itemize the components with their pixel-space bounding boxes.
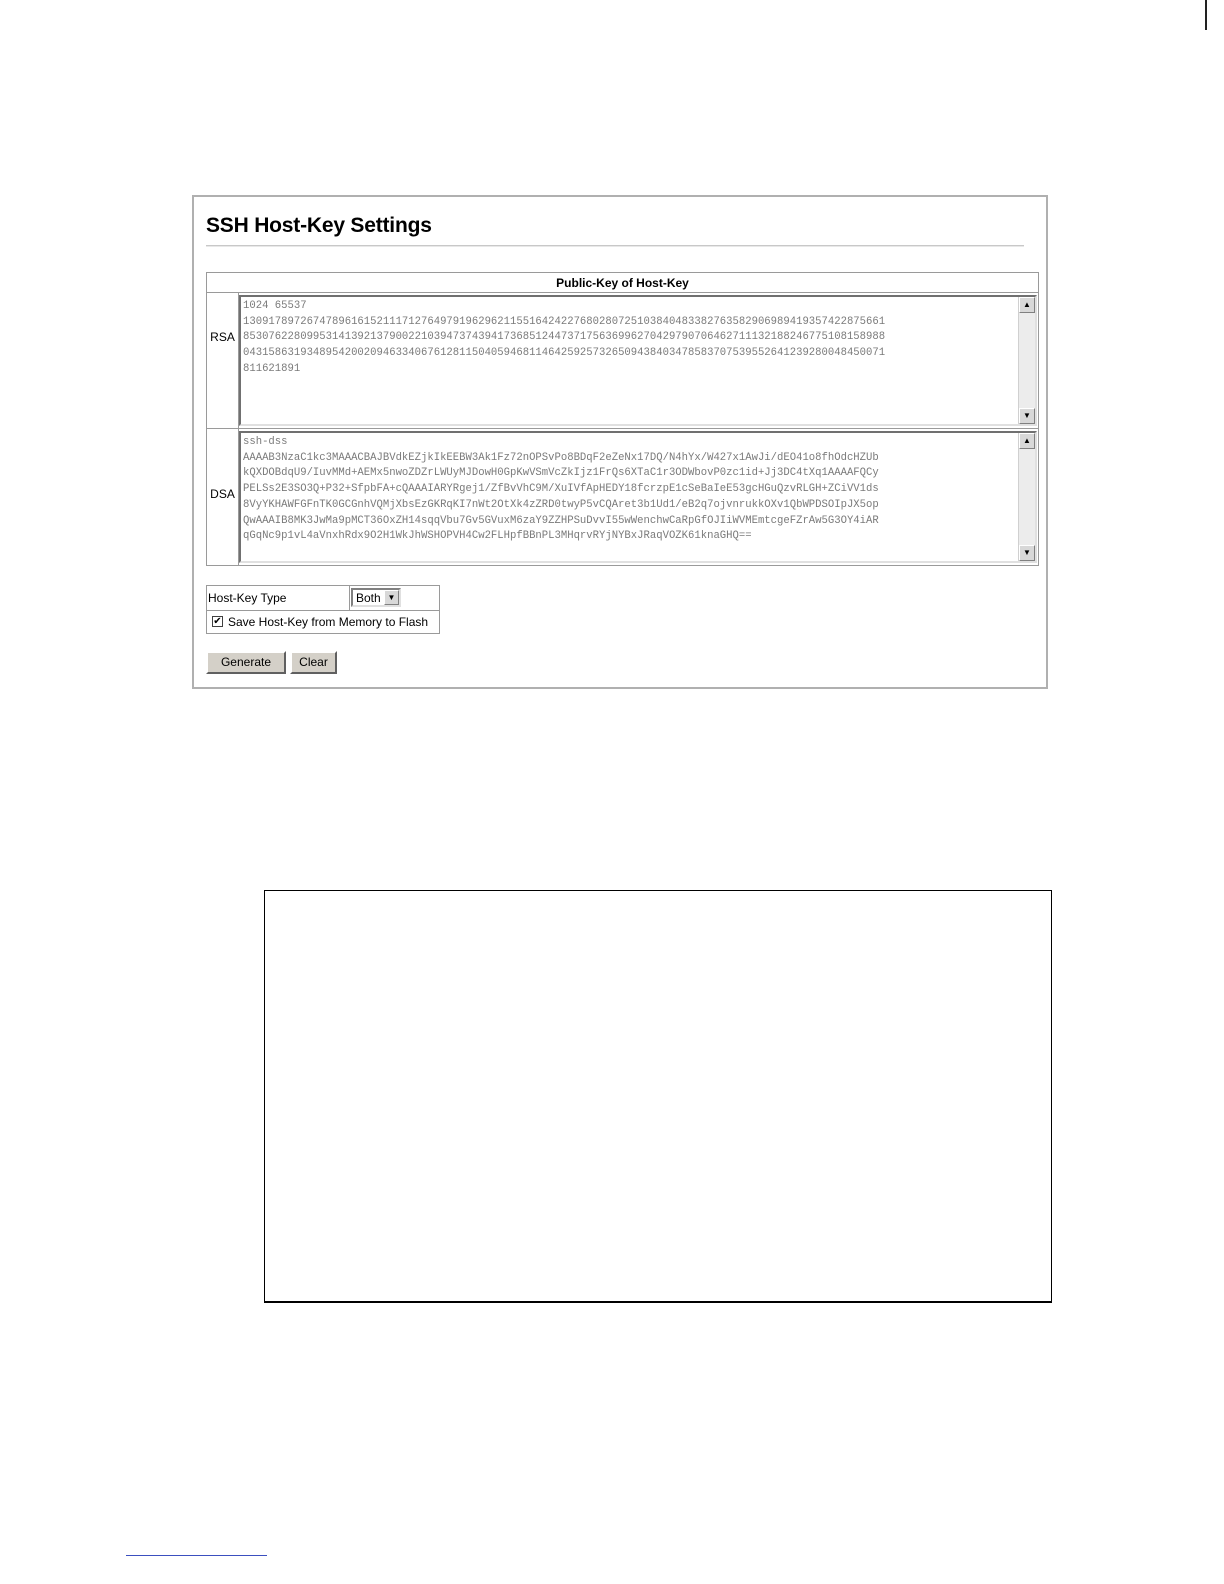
rsa-label: RSA bbox=[210, 330, 235, 344]
save-to-flash-checkbox[interactable]: ✔ bbox=[213, 616, 222, 627]
title-divider bbox=[206, 245, 1024, 247]
scroll-up-icon[interactable]: ▲ bbox=[1019, 433, 1035, 449]
public-key-header: Public-Key of Host-Key bbox=[207, 273, 1038, 293]
ssh-host-key-settings-panel bbox=[192, 195, 1048, 689]
row-divider bbox=[207, 428, 1038, 429]
host-key-type-select[interactable] bbox=[351, 588, 401, 607]
rsa-key-text: 1024 65537 13091789726747896161521117127649791962962115516424227680280725103840483382763582906989419357422875661 85307622809953141392137900221039473743941736851244737175636996270429790706462711132188246775108158988 04315863193489542002094633406761281150405946811464259257326509438403478583707539552641239280048450071 811621891 bbox=[243, 300, 886, 375]
save-to-flash-label: Save Host-Key from Memory to Flash bbox=[228, 615, 429, 629]
dsa-scrollbar[interactable] bbox=[1018, 433, 1035, 561]
page-title: SSH Host-Key Settings bbox=[206, 214, 432, 237]
option-column-divider bbox=[349, 586, 350, 610]
dsa-key-textarea[interactable] bbox=[239, 431, 1037, 563]
host-key-options bbox=[206, 585, 440, 634]
dsa-key-text: ssh-dss AAAAB3NzaC1kc3MAAACBAJBVdkEZjkIkEEBW3Ak1Fz72nOPSvPo8BDqF2eZeNx17DQ/N4hYx/W427x1AwJi/dEO41o8fhOdcHZUb kQXDOBdqU9/IuvMMd+AEMx5nwoZDZrLWUyMJDowH0GpKwVSmVcZkIjz1FrQs6XTaC1r3ODWbovP0zc1id+Jj3DC4tXq1AAAAFQCy PELSs2E3SO3Q+P32+SfpbFA+cQAAAIARYRgej1/ZfBvVhC9M/XuIVfApHEDY18fcrzpE1cSeBaIeE53gcHGuQzvRLGH+ZCiVV1ds 8VyYKHAWFGFnTK0GCGnhVQMjXbsEzGKRqKI7nWt2OtXk4zZRD0twyP5vCQAret3b1Ud1/eB2q7ojvnrukkOXv1QbWPDSOIpJX5op QwAAAIB8MK3JwMa9pMCT36OxZH14sqqVbu7Gv5GVuxM6zaY9ZZHPSuDvvI55wWenchwCaRpGfOJIiWVMEmtcgeFZrAw5G3OY4iAR qGqNc9p1vL4aVnxhRdx9O2H1WkJhWSHOPVH4Cw2FLHpfBBnPL3MHqrvRYjNYBxJRaqVOZK61knaGHQ== bbox=[243, 436, 879, 543]
footer-link-underline bbox=[126, 1555, 267, 1556]
host-key-type-row bbox=[207, 586, 439, 611]
generate-button[interactable]: Generate bbox=[206, 651, 286, 674]
chevron-down-icon[interactable]: ▼ bbox=[384, 590, 399, 605]
host-key-type-label: Host-Key Type bbox=[208, 591, 287, 605]
clear-button[interactable]: Clear bbox=[290, 651, 337, 674]
top-right-rule bbox=[1205, 0, 1207, 30]
empty-content-box bbox=[264, 890, 1052, 1303]
scroll-down-icon[interactable]: ▼ bbox=[1019, 545, 1035, 561]
scroll-down-icon[interactable]: ▼ bbox=[1019, 408, 1035, 424]
host-key-type-value: Both bbox=[356, 591, 381, 605]
public-key-table bbox=[206, 272, 1039, 566]
rsa-scrollbar[interactable] bbox=[1018, 297, 1035, 424]
dsa-label: DSA bbox=[210, 487, 235, 501]
scroll-up-icon[interactable]: ▲ bbox=[1019, 297, 1035, 313]
rsa-key-textarea[interactable] bbox=[239, 295, 1037, 426]
